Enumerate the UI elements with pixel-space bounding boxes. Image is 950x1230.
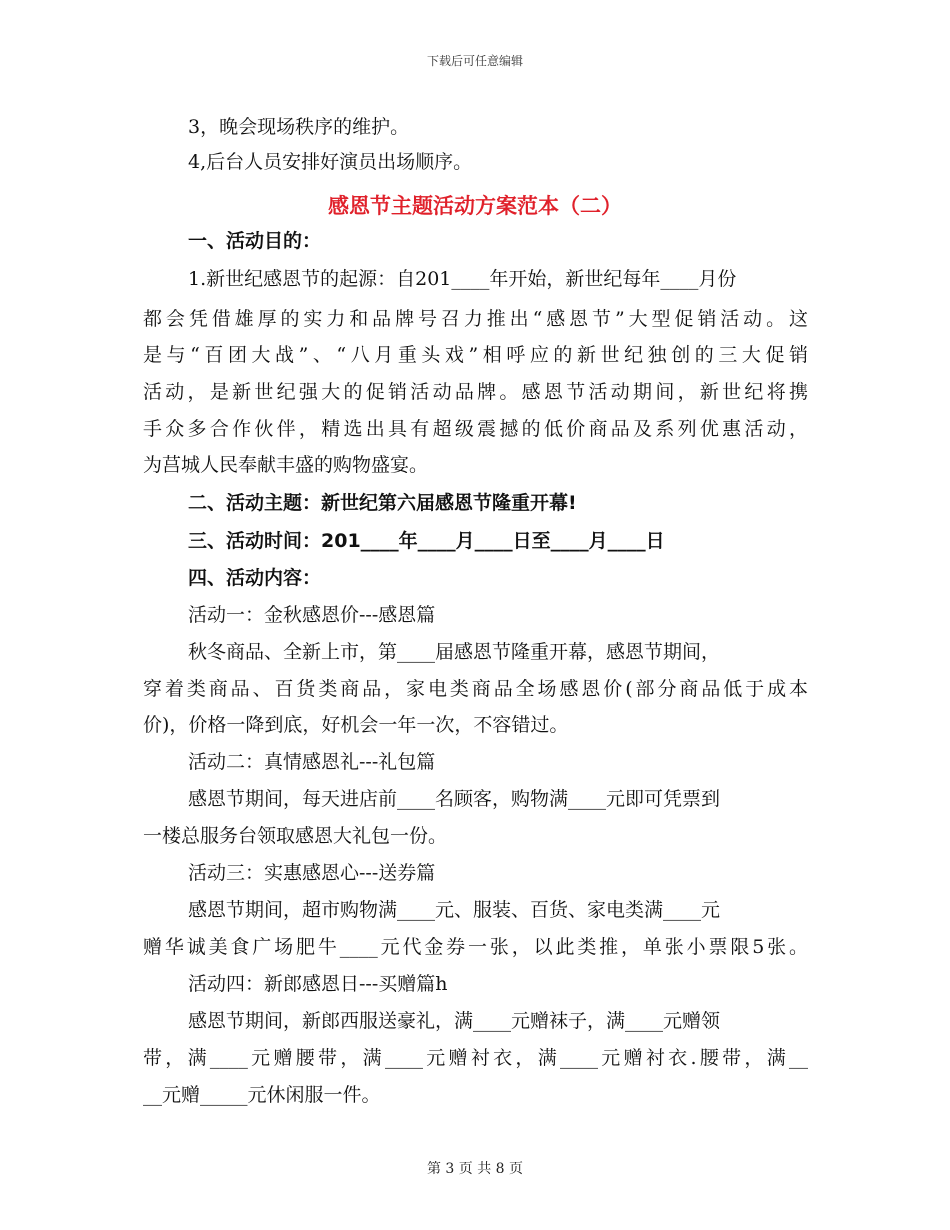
body-line: __元赠_____元休闲服一件。	[143, 1084, 381, 1106]
body-line: 是与“百团大战”、“八月重头戏”相呼应的新世纪独创的三大促销	[143, 344, 808, 366]
body-line: 活动，是新世纪强大的促销活动品牌。感恩节活动期间，新世纪将携	[143, 381, 808, 403]
body-line: 都会凭借雄厚的实力和品牌号召力推出“感恩节”大型促销活动。这	[143, 308, 808, 330]
heading-time: 三、活动时间：201____年____月____日至____月____日	[188, 530, 665, 552]
page-footer: 第 3 页 共 8 页	[426, 1161, 524, 1177]
body-line: 穿着类商品、百货类商品，家电类商品全场感恩价(部分商品低于成本	[143, 678, 808, 700]
body-line: 手众多合作伙伴，精选出具有超级震撼的低价商品及系列优惠活动，	[143, 418, 808, 440]
page-header: 下载后可任意编辑	[426, 54, 523, 68]
activity-title: 活动四：新郎感恩日---买赠篇h	[188, 973, 448, 995]
activity-title: 活动一：金秋感恩价---感恩篇	[188, 604, 436, 626]
body-line: 感恩节期间，每天进店前____名顾客，购物满____元即可凭票到	[188, 788, 721, 810]
heading-purpose: 一、活动目的：	[188, 230, 322, 252]
section-title: 感恩节主题活动方案范本（二）	[328, 194, 622, 218]
body-line: 3，晚会现场秩序的维护。	[188, 116, 410, 138]
heading-theme: 二、活动主题：新世纪第六届感恩节隆重开幕!	[188, 492, 577, 514]
heading-content: 四、活动内容：	[188, 567, 322, 589]
body-line: 为莒城人民奉献丰盛的购物盛宴。	[143, 454, 429, 476]
body-line: 一楼总服务台领取感恩大礼包一份。	[143, 825, 448, 847]
body-line: 感恩节期间，新郎西服送豪礼，满____元赠袜子，满____元赠领	[188, 1010, 721, 1032]
body-line: 1.新世纪感恩节的起源：自201____年开始，新世纪每年____月份	[188, 268, 737, 290]
body-line: 价)，价格一降到底，好机会一年一次，不容错过。	[143, 714, 569, 736]
body-line: 赠华诚美食广场肥牛____元代金券一张，以此类推，单张小票限5张。	[143, 936, 808, 958]
activity-title: 活动二：真情感恩礼---礼包篇	[188, 751, 436, 773]
activity-title: 活动三：实惠感恩心---送券篇	[188, 862, 436, 884]
body-line: 4,后台人员安排好演员出场顺序。	[188, 151, 473, 173]
body-line: 带，满____元赠腰带，满____元赠衬衣，满____元赠衬衣.腰带，满__	[143, 1047, 808, 1069]
body-line: 感恩节期间，超市购物满____元、服装、百货、家电类满____元	[188, 899, 721, 921]
body-line: 秋冬商品、全新上市，第____届感恩节隆重开幕，感恩节期间，	[188, 641, 721, 663]
